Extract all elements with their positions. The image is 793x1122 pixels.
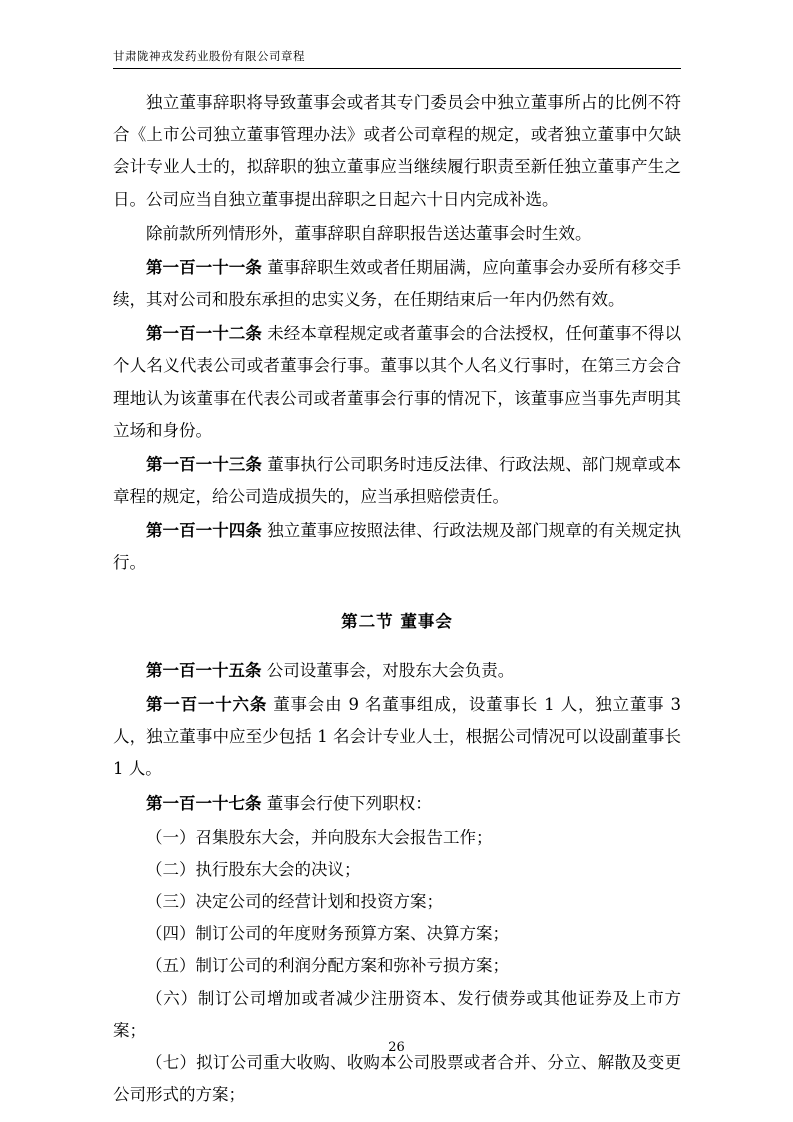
paragraph: [113, 87, 681, 216]
list-item: （六）制订公司增加或者减少注册资本、发行债券或其他证券及上市方案；: [113, 988, 681, 1040]
paragraph: [113, 252, 681, 316]
article-number: 第一百一十五条: [146, 660, 262, 680]
list-item: （四）制订公司的年度财务预算方案、决算方案；: [146, 924, 509, 944]
paragraph: [113, 788, 681, 820]
section-title: 第二节 董事会: [341, 611, 453, 631]
article-number: 第一百一十三条: [146, 454, 262, 474]
article-number: 第一百一十六条: [146, 695, 268, 715]
paragraph: [113, 655, 681, 687]
paragraph-text: 除前款所列情形外，董事辞职自辞职报告送达董事会时生效。: [146, 223, 592, 243]
article-number: 第一百一十二条: [146, 324, 262, 344]
page-number: 26: [388, 1040, 405, 1055]
article-number: 第一百一十一条: [146, 257, 262, 277]
paragraph: [113, 218, 681, 250]
paragraph-text: 董事会行使下列职权：: [266, 793, 432, 813]
page-content: [113, 48, 681, 1111]
paragraph-text: 独立董事辞职将导致董事会或者其专门委员会中独立董事所占的比例不符合《上市公司独立董事管理办法》或者公司章程的规定，或者独立董事中欠缺会计专业人士的，拟辞职的独立董事应当继续履行职责至新任独立董事产生之日。公司应当自独立董事提出辞职之日起六十日内完成补选。: [113, 93, 681, 209]
list-item: （三）决定公司的经营计划和投资方案；: [146, 892, 443, 912]
header-divider: [113, 68, 681, 69]
paragraph-text: 公司设董事会，对股东大会负责。: [266, 660, 515, 680]
paragraph: [113, 689, 681, 786]
paragraph-text: 董事执行公司职务时违反法律、行政法规、部门规章或本章程的规定，给公司造成损失的，应当承担赔偿责任。: [113, 454, 682, 507]
list-item: （七）拟订公司重大收购、收购本公司股票或者合并、分立、解散及变更公司形式的方案；: [113, 1052, 681, 1105]
paragraph: [113, 449, 681, 513]
paragraph: [113, 515, 681, 579]
paragraph-text: 董事会由 9 名董事组成，设董事长 1 人，独立董事 3 人，独立董事中应至少包括 1 名会计专业人士，根据公司情况可以设副董事长 1 人。: [113, 695, 682, 779]
list-item: （五）制订公司的利润分配方案和弥补亏损方案；: [146, 956, 509, 976]
list-item: （二）执行股东大会的决议；: [146, 859, 361, 879]
paragraph-text: 董事辞职生效或者任期届满，应向董事会办妥所有移交手续，其对公司和股东承担的忠实义务，在任期结束后一年内仍然有效。: [113, 257, 682, 310]
article-number: 第一百一十七条: [146, 793, 262, 813]
paragraph: [113, 318, 681, 447]
paragraph-text: 未经本章程规定或者董事会的合法授权，任何董事不得以个人名义代表公司或者董事会行事。董事以其个人名义行事时，在第三方会合理地认为该董事在代表公司或者董事会行事的情况下，该董事应当事先声明其立场和身份。: [113, 324, 682, 440]
article-number: 第一百一十四条: [146, 521, 262, 541]
page-header: 甘肃陇神戎发药业股份有限公司章程: [113, 49, 305, 63]
paragraph-text: 独立董事应按照法律、行政法规及部门规章的有关规定执行。: [113, 521, 682, 573]
list-item: （一）召集股东大会，并向股东大会报告工作；: [146, 827, 493, 847]
